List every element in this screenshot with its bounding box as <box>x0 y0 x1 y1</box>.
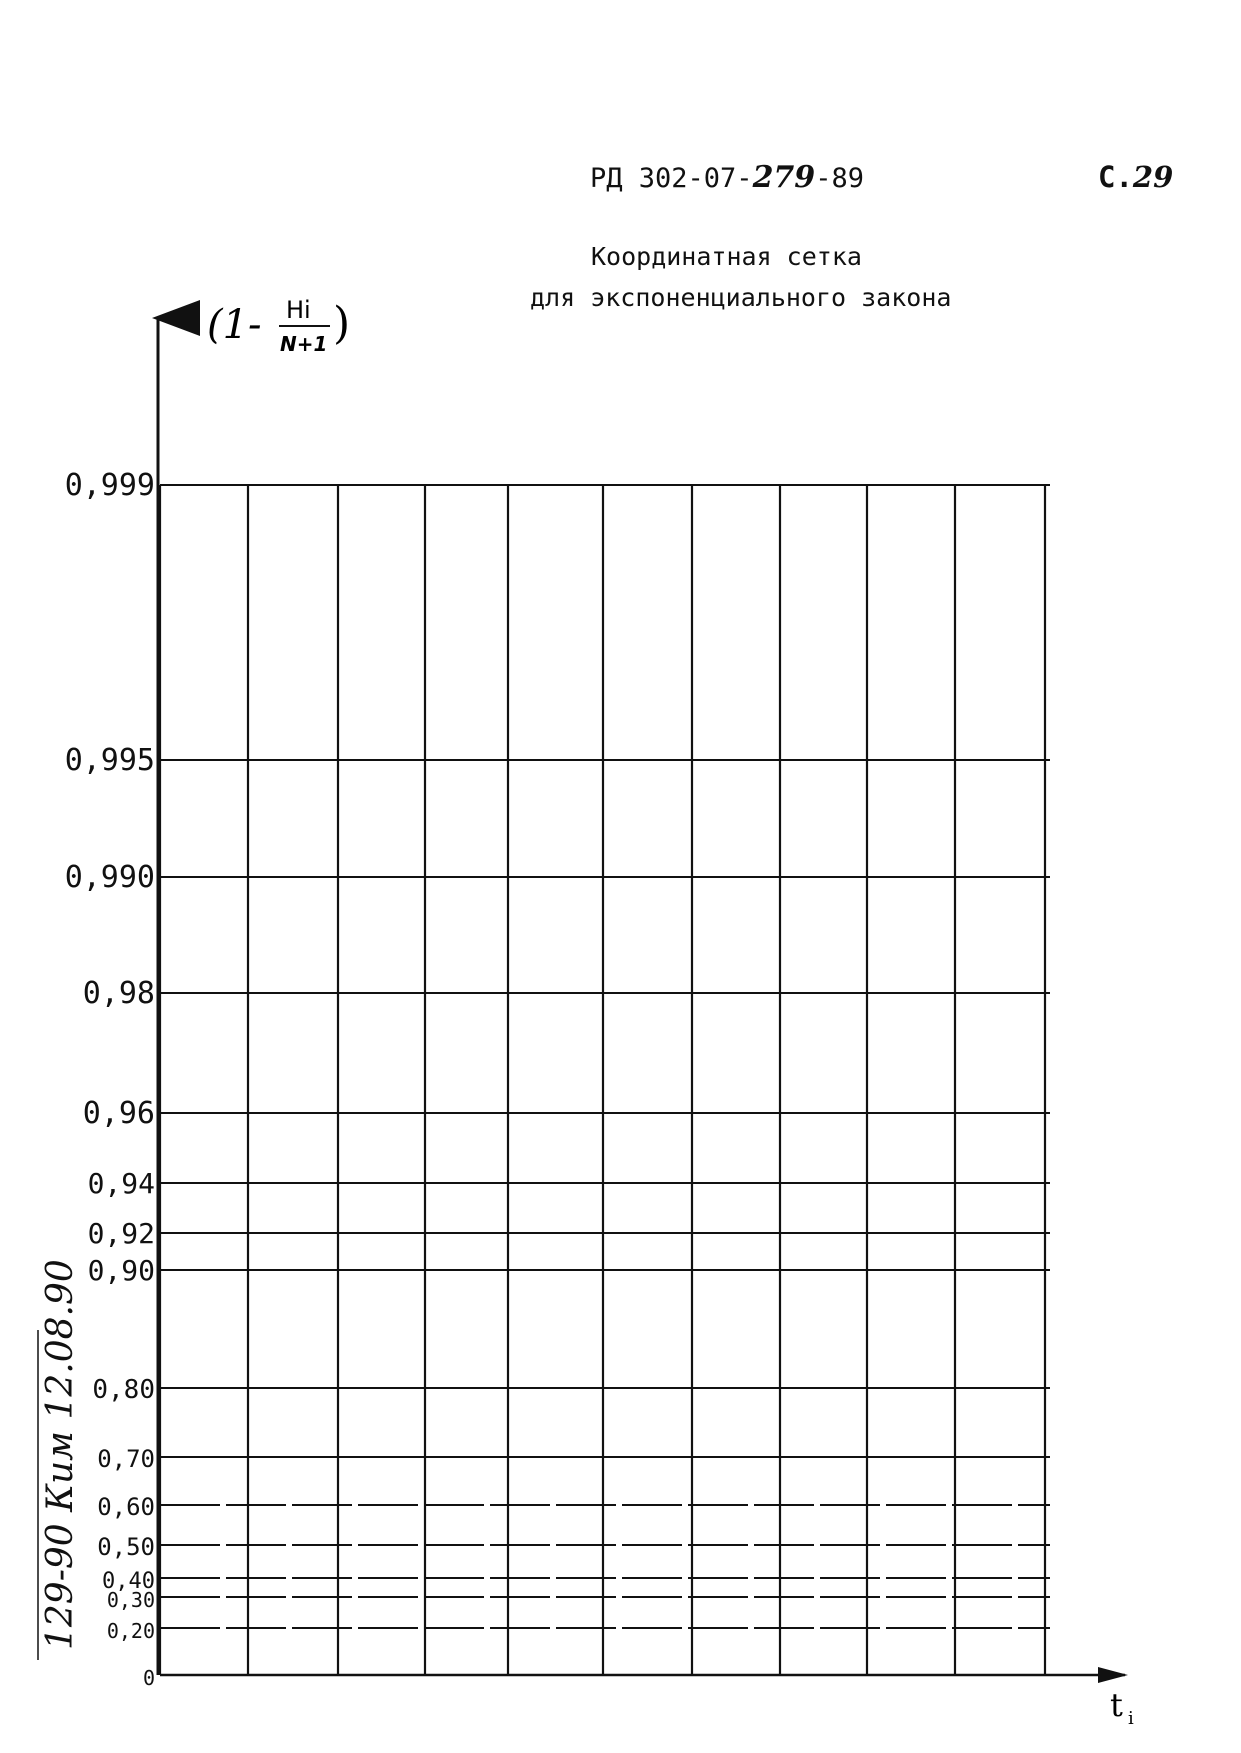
y-tick-label: 0,80 <box>92 1375 155 1405</box>
y-tick-label: 0 <box>142 1666 155 1690</box>
doc-code-suffix: -89 <box>815 163 864 194</box>
x-axis-label: t <box>1110 1686 1123 1724</box>
y-tick-label: 0,50 <box>97 1533 155 1561</box>
y-tick-label: 0,60 <box>97 1493 155 1521</box>
handwritten-stamp: 129-90 Ким 12.08.90 <box>40 1259 81 1650</box>
grid-lines <box>38 318 1128 1683</box>
x-axis-arrow <box>1098 1667 1128 1683</box>
y-tick-label: 0,995 <box>64 743 155 778</box>
y-axis-label-denominator: N+1 <box>280 332 328 356</box>
doc-code-handwritten: 279 <box>752 160 816 195</box>
axis-labels <box>207 296 1134 1729</box>
y-tick-label: 0,94 <box>87 1167 155 1200</box>
y-tick-label: 0,92 <box>87 1217 155 1250</box>
title-line-2: для экспоненциального закона <box>530 283 952 312</box>
y-axis-label-numerator: Hi <box>286 296 311 324</box>
page-prefix: С. <box>1098 160 1133 194</box>
y-tick-label: 0,98 <box>82 976 155 1011</box>
title-line-1: Координатная сетка <box>591 242 862 271</box>
y-tick-label: 0,70 <box>97 1445 155 1473</box>
y-tick-label: 0,990 <box>64 860 155 895</box>
y-tick-label: 0,90 <box>87 1254 155 1287</box>
y-tick-label: 0,40 <box>102 1569 155 1594</box>
y-tick-label: 0,30 <box>106 1588 155 1612</box>
doc-code-prefix: РД 302-07- <box>590 163 753 194</box>
page-handwritten: 29 <box>1132 160 1174 194</box>
y-tick-label: 0,999 <box>64 468 155 503</box>
y-axis-label-suffix: ) <box>333 298 351 349</box>
y-axis-label-prefix: (1- <box>207 302 262 348</box>
y-tick-label: 0,96 <box>82 1096 155 1131</box>
x-axis-label-sub: i <box>1128 1708 1134 1729</box>
y-tick-label: 0,20 <box>106 1619 155 1643</box>
